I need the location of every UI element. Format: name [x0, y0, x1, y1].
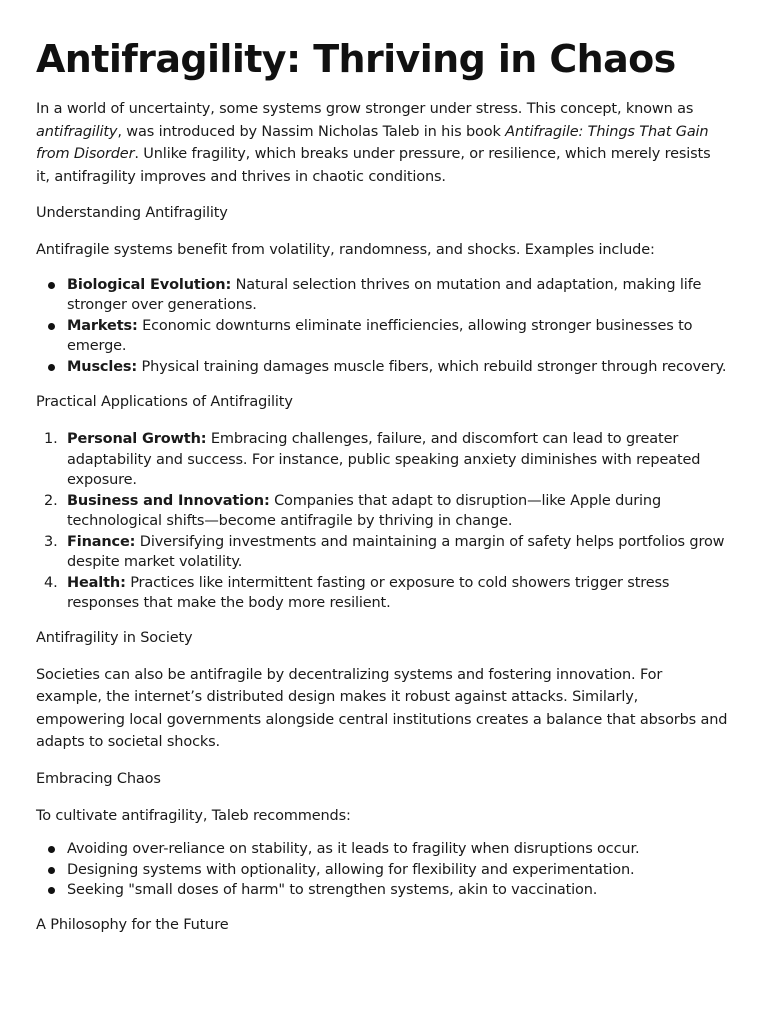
intro-paragraph	[36, 98, 728, 188]
bullet-icon	[48, 282, 55, 289]
item-text: Natural selection thrives on mutation and adaptation, making life stronger over generations.	[67, 276, 702, 313]
section-heading-practical: Practical Applications of Antifragility	[36, 394, 293, 410]
intro-text-3: . Unlike fragility, which breaks under pressure, or resilience, which merely resists it, antifragility improves and thrives in chaotic conditions.	[36, 146, 711, 185]
item-label: Muscles:	[67, 358, 138, 375]
applications-list	[36, 429, 728, 614]
list-item	[36, 357, 728, 378]
item-text: Designing systems with optionality, allowing for flexibility and experimentation.	[67, 861, 635, 878]
recommendations-list	[36, 839, 728, 901]
item-label: Markets:	[67, 317, 138, 334]
list-item	[36, 880, 728, 901]
list-item	[36, 491, 728, 532]
item-text: Economic downturns eliminate inefficiencies, allowing stronger businesses to emerge.	[67, 317, 693, 354]
item-text: Physical training damages muscle fibers, which rebuild stronger through recovery.	[137, 358, 727, 375]
list-item	[36, 860, 728, 881]
section-heading-future: A Philosophy for the Future	[36, 916, 229, 933]
intro-book-title: Antifragile: Things That Gain from Disorder	[36, 123, 709, 162]
section-heading-society: Antifragility in Society	[36, 629, 193, 646]
item-label: Biological Evolution:	[67, 276, 232, 293]
list-item	[36, 429, 728, 491]
list-number: 4.	[44, 574, 58, 591]
list-number: 1.	[44, 431, 58, 447]
bullet-icon	[48, 867, 55, 874]
list-number: 3.	[44, 533, 58, 550]
item-label: Finance:	[67, 533, 136, 550]
item-text: Embracing challenges, failure, and discomfort can lead to greater adaptability and success. For instance, public speaking anxiety diminishes with repeated exposure.	[67, 431, 701, 488]
examples-list	[36, 275, 728, 378]
bullet-icon	[48, 887, 55, 894]
item-text: Practices like intermittent fasting or exposure to cold showers trigger stress responses that make the body more resilient.	[67, 574, 670, 611]
society-paragraph: Societies can also be antifragile by decentralizing systems and fostering innovation. For example, the internet’s distributed design makes it robust against attacks. Similarly, empowering local governments alongside central institutions creates a balance that absorbs and adapts to societal shocks.	[36, 666, 728, 750]
intro-text-2: , was introduced by Nassim Nicholas Taleb in his book	[117, 123, 506, 140]
bullet-icon	[48, 364, 55, 371]
item-label: Business and Innovation:	[67, 492, 270, 509]
bullet-icon	[48, 846, 55, 853]
list-item	[36, 573, 728, 614]
understanding-lead: Antifragile systems benefit from volatility, randomness, and shocks. Examples include:	[36, 242, 655, 258]
list-item	[36, 532, 728, 573]
list-item	[36, 275, 728, 316]
list-item	[36, 839, 728, 860]
item-text: Seeking "small doses of harm" to strengthen systems, akin to vaccination.	[67, 882, 598, 898]
intro-text-1: In a world of uncertainty, some systems grow stronger under stress. This concept, known as	[36, 101, 694, 117]
chaos-lead: To cultivate antifragility, Taleb recommends:	[36, 807, 351, 824]
item-text: Diversifying investments and maintaining a margin of safety helps portfolios grow despite market volatility.	[67, 533, 725, 570]
item-text: Companies that adapt to disruption—like Apple during technological shifts—become antifragile by thriving in change.	[67, 492, 662, 529]
item-label: Personal Growth:	[67, 431, 207, 447]
section-heading-understanding: Understanding Antifragility	[36, 205, 228, 221]
intro-term: antifragility	[36, 123, 118, 140]
page-title: Antifragility: Thriving in Chaos	[36, 37, 676, 81]
item-text: Avoiding over-reliance on stability, as it leads to fragility when disruptions occur.	[67, 841, 640, 857]
list-number: 2.	[44, 492, 58, 509]
bullet-icon	[48, 323, 55, 330]
item-label: Health:	[67, 574, 126, 591]
list-item	[36, 316, 728, 357]
section-heading-chaos: Embracing Chaos	[36, 770, 161, 787]
